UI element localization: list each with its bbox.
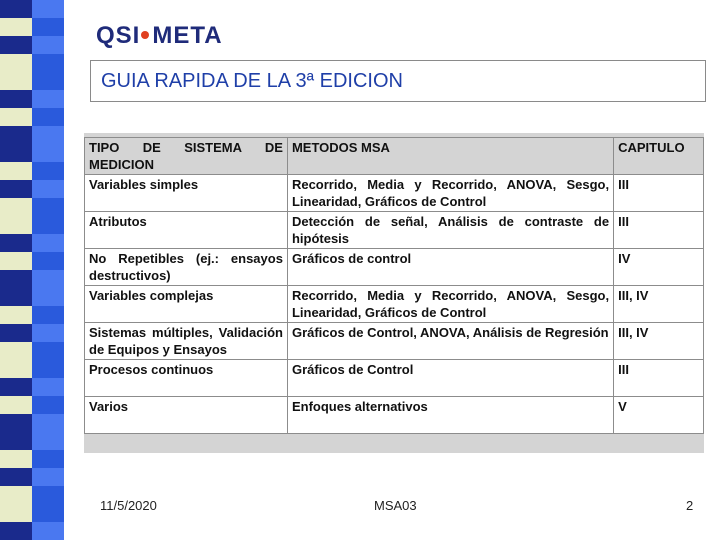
- cell-capitulo: V: [614, 397, 704, 434]
- table-header-row: [85, 138, 704, 175]
- msa-table: [84, 137, 704, 434]
- decorative-stripe: [0, 0, 64, 540]
- table-row: [85, 286, 704, 323]
- cell-capitulo: III: [614, 175, 704, 212]
- table-row: [85, 249, 704, 286]
- company-logo: [96, 22, 223, 50]
- cell-tipo: Atributos: [85, 212, 288, 249]
- cell-capitulo: III, IV: [614, 286, 704, 323]
- cell-metodos: Enfoques alternativos: [287, 397, 613, 434]
- cell-tipo: Variables complejas: [85, 286, 288, 323]
- cell-tipo: Varios: [85, 397, 288, 434]
- table-row: [85, 212, 704, 249]
- logo-part-meta: META: [152, 22, 223, 49]
- slide-title: GUIA RAPIDA DE LA 3ª EDICION: [101, 70, 403, 92]
- cell-capitulo: III: [614, 212, 704, 249]
- table-row: [85, 360, 704, 397]
- footer-page-number: 2: [686, 498, 694, 513]
- cell-metodos: Recorrido, Media y Recorrido, ANOVA, Sesgo, Linearidad, Gráficos de Control: [287, 286, 613, 323]
- cell-metodos: Detección de señal, Análisis de contraste de hipótesis: [287, 212, 613, 249]
- footer-date: 11/5/2020: [100, 498, 157, 513]
- header-capitulo: CAPITULO: [614, 138, 704, 175]
- cell-capitulo: III, IV: [614, 323, 704, 360]
- cell-metodos: Gráficos de Control, ANOVA, Análisis de Regresión: [287, 323, 613, 360]
- footer-code: MSA03: [374, 498, 417, 513]
- table-row: [85, 175, 704, 212]
- cell-metodos: Gráficos de control: [287, 249, 613, 286]
- msa-table-container: [84, 133, 704, 453]
- cell-capitulo: III: [614, 360, 704, 397]
- cell-capitulo: IV: [614, 249, 704, 286]
- logo-dot-icon: [141, 31, 149, 39]
- slide-title-box: [90, 60, 706, 102]
- header-metodos-msa: METODOS MSA: [287, 138, 613, 175]
- logo-part-qsi: QSI: [96, 22, 141, 49]
- cell-tipo: Procesos continuos: [85, 360, 288, 397]
- cell-metodos: Recorrido, Media y Recorrido, ANOVA, Sesgo, Linearidad, Gráficos de Control: [287, 175, 613, 212]
- cell-tipo: Sistemas múltiples, Validación de Equipos y Ensayos: [85, 323, 288, 360]
- cell-tipo: Variables simples: [85, 175, 288, 212]
- header-tipo-sistema: TIPO DE SISTEMA DE MEDICION: [85, 138, 288, 175]
- cell-metodos: Gráficos de Control: [287, 360, 613, 397]
- table-row: [85, 397, 704, 434]
- cell-tipo: No Repetibles (ej.: ensayos destructivos): [85, 249, 288, 286]
- table-row: [85, 323, 704, 360]
